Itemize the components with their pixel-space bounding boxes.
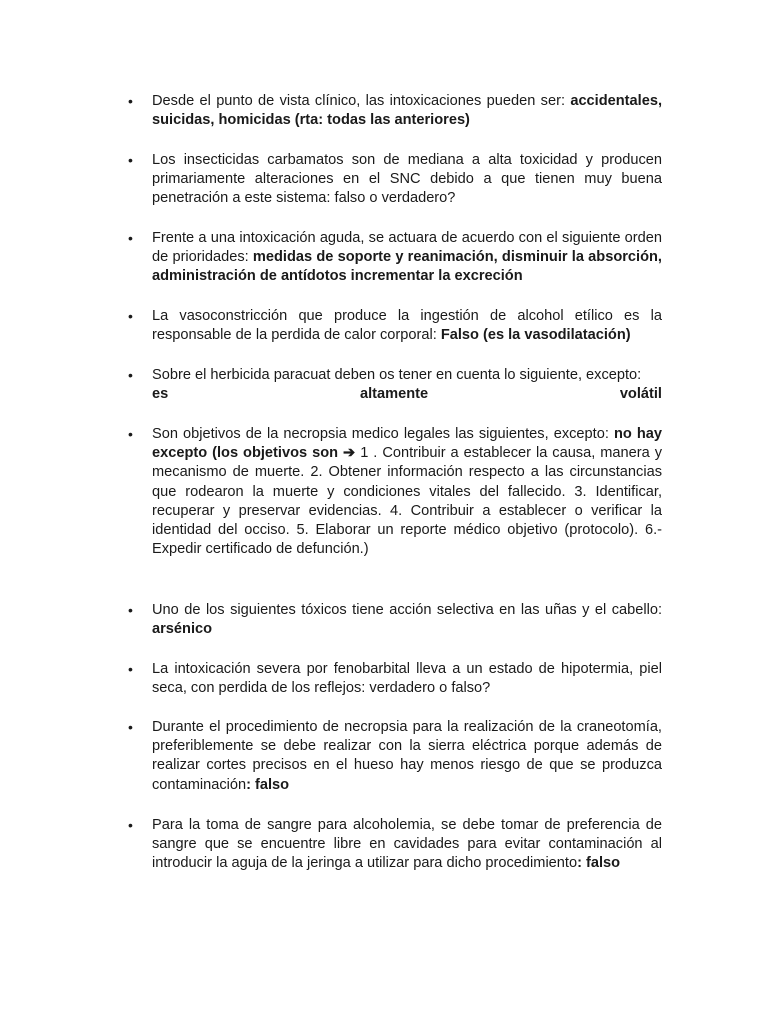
list-item — [128, 425, 662, 559]
list-item — [128, 816, 662, 874]
list-item — [128, 92, 662, 130]
item-answer: arsénico — [152, 621, 213, 638]
bullet-icon: • — [128, 719, 133, 735]
list-item — [128, 307, 662, 345]
list-item — [128, 151, 662, 209]
item-answer: : falso — [577, 855, 621, 872]
bullet-icon: • — [128, 367, 133, 383]
list-item — [128, 229, 662, 287]
bullet-icon: • — [128, 93, 133, 109]
item-text-continued: 1 . Contribuir a establecer la causa, manera y mecanismo de muerte. 2. Obtener información respecto a las circunstancias que rodearon la muerte y condiciones vitales del fallecido. 3. Identificar, recuperar y preservar evidencias. 4. Contribuir a establecer o verificar la identidad del occiso. 5. Elaborar un reporte médico objetivo (protocolo). 6.- Expedir certificado de defunción.) — [152, 445, 662, 558]
item-answer: accidentales, suicidas, homicidas (rta: todas las anteriores) — [152, 93, 662, 129]
item-text: Uno de los siguientes tóxicos tiene acción selectiva en las uñas y el cabello: — [152, 602, 662, 618]
item-text: Frente a una intoxicación aguda, se actuara de acuerdo con el siguiente orden de prioridades: — [152, 230, 662, 266]
arrow-right-icon: ➔ — [343, 445, 356, 462]
item-answer: no hay excepto (los objetivos son — [152, 426, 662, 462]
item-text: Durante el procedimiento de necropsia para la realización de la craneotomía, preferiblemente se debe realizar con la sierra eléctrica porque además de realizar cortes precisos en el hueso hay menos riesgo de que se produzca contaminación — [152, 719, 662, 793]
list-item — [128, 366, 662, 404]
answer-word: es — [152, 386, 169, 403]
item-answer: Falso (es la vasodilatación) — [440, 327, 631, 344]
bullet-icon: • — [128, 426, 133, 442]
item-text: Son objetivos de la necropsia medico legales las siguientes, excepto: — [152, 426, 614, 442]
item-answer: medidas de soporte y reanimación, disminuir la absorción, administración de antídotos incrementar la excreción — [152, 249, 662, 285]
item-text: La vasoconstricción que produce la ingestión de alcohol etílico es la responsable de la perdida de calor corporal: — [152, 308, 662, 344]
item-answer — [152, 385, 662, 404]
item-text: Desde el punto de vista clínico, las intoxicaciones pueden ser: — [152, 93, 571, 109]
item-text: Los insecticidas carbamatos son de mediana a alta toxicidad y producen primariamente alteraciones en el SNC debido a que tienen muy buena penetración a este sistema: falso o verdadero? — [152, 152, 662, 207]
list-item — [128, 601, 662, 639]
item-text: La intoxicación severa por fenobarbital lleva a un estado de hipotermia, piel seca, con perdida de los reflejos: verdadero o falso? — [152, 661, 662, 697]
list-item — [128, 718, 662, 795]
item-answer: : falso — [246, 776, 290, 793]
item-text: Para la toma de sangre para alcoholemia, se debe tomar de preferencia de sangre que se encuentre libre en cavidades para evitar contaminación al introducir la aguja de la jeringa a utilizar para dicho procedimiento — [152, 817, 662, 872]
bullet-icon: • — [128, 817, 133, 833]
answer-word: altamente — [359, 386, 429, 403]
list-item — [128, 660, 662, 698]
item-text: Sobre el herbicida paracuat deben os tener en cuenta lo siguiente, excepto: — [152, 367, 642, 383]
bullet-icon: • — [128, 661, 133, 677]
answer-word: volátil — [619, 386, 662, 403]
bullet-icon: • — [128, 152, 133, 168]
bullet-icon: • — [128, 230, 133, 246]
bullet-icon: • — [128, 308, 133, 324]
bullet-icon: • — [128, 602, 133, 618]
